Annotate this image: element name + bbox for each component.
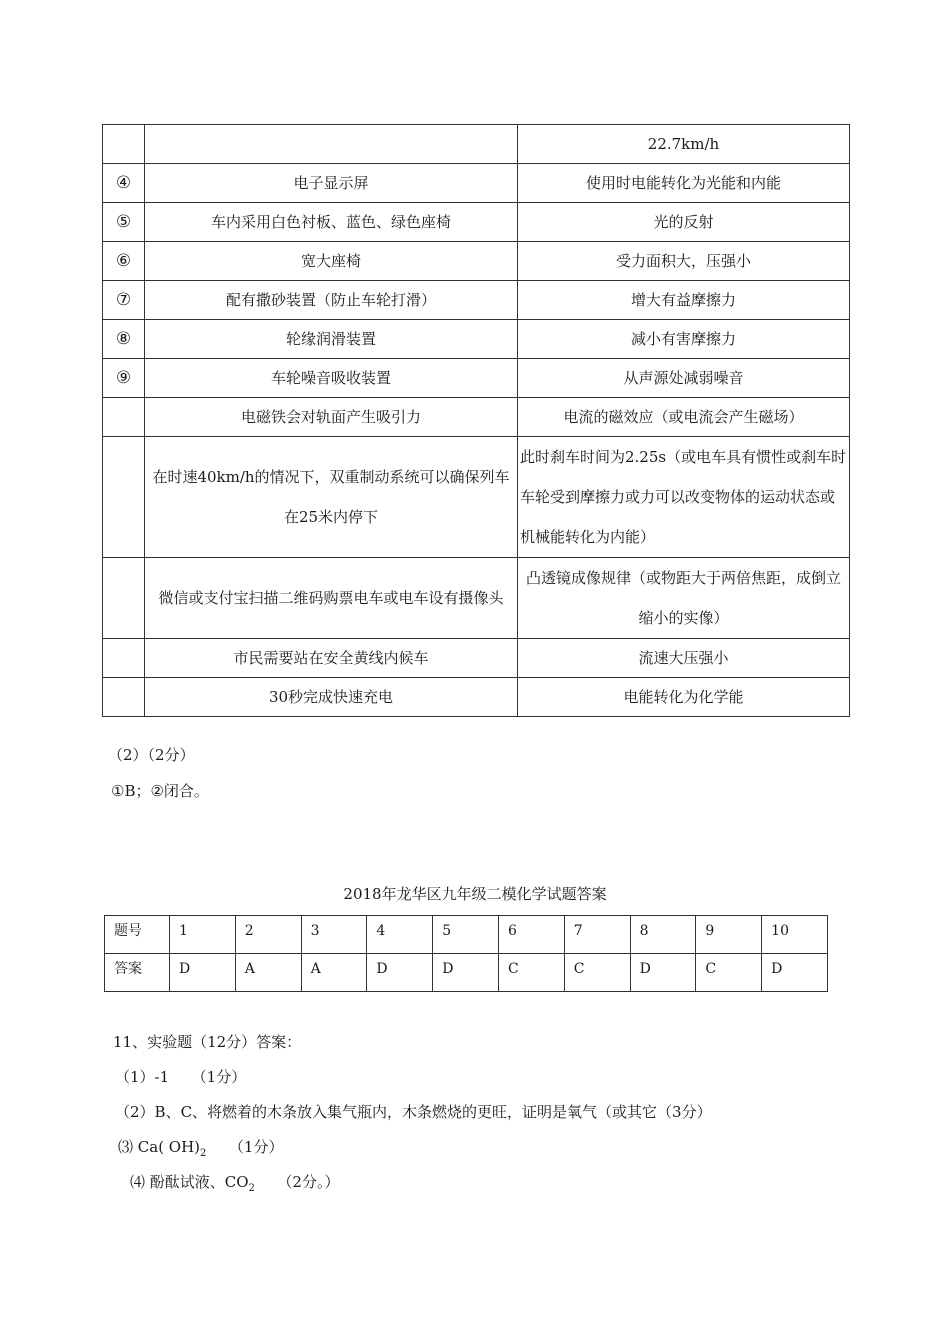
feature-cell: 车轮噪音吸收装置 [145,359,518,398]
answer-cell: A [301,954,367,992]
principle-cell: 使用时电能转化为光能和内能 [518,164,850,203]
table-row [105,916,828,954]
principle-cell: 电流的磁效应（或电流会产生磁场） [518,398,850,437]
answer-cell: D [170,954,236,992]
part2-answer: ①B；②闭合。 [111,782,209,800]
question-number: 4 [367,916,433,954]
row-number [103,558,145,639]
question-number: 8 [630,916,696,954]
q11-answer-2: （2）B、C、将燃着的木条放入集气瓶内，木条燃烧的更旺，证明是氧气（或其它（3分） [115,1103,712,1121]
q11-answer-4 [130,1171,339,1194]
feature-cell: 市民需要站在安全黄线内候车 [145,639,518,678]
row-number [103,125,145,164]
table-row [103,398,850,437]
row-number [103,437,145,558]
principle-cell: 从声源处减弱噪音 [518,359,850,398]
answer-cell: A [235,954,301,992]
table-row [103,437,850,558]
row-header-number: 题号 [105,916,170,954]
table-row [103,164,850,203]
physics-answer-table [102,124,850,717]
q11-answer-4-score: （2分。） [254,1173,340,1191]
principle-cell: 22.7km/h [518,125,850,164]
row-number [103,639,145,678]
subscript: 2 [200,1148,207,1159]
principle-cell: 增大有益摩擦力 [518,281,850,320]
answer-cell: D [367,954,433,992]
answer-cell: C [564,954,630,992]
q11-answer-1: （1）-1 （1分） [115,1068,247,1086]
feature-cell: 微信或支付宝扫描二维码购票电车或电车设有摄像头 [145,558,518,639]
principle-cell: 此时刹车时间为2.25s（或电车具有惯性或刹车时车轮受到摩擦力或力可以改变物体的运动状态或机械能转化为内能） [518,437,850,558]
answer-cell: C [498,954,564,992]
question-number: 2 [235,916,301,954]
row-number: ⑨ [103,359,145,398]
feature-cell: 电子显示屏 [145,164,518,203]
principle-cell: 凸透镜成像规律（或物距大于两倍焦距，成倒立缩小的实像） [518,558,850,639]
question-number: 7 [564,916,630,954]
table-row [103,242,850,281]
feature-cell: 车内采用白色衬板、蓝色、绿色座椅 [145,203,518,242]
principle-cell: 流速大压强小 [518,639,850,678]
answer-cell: D [630,954,696,992]
feature-cell: 30秒完成快速充电 [145,678,518,717]
q11-answer-3 [118,1136,283,1159]
table-row [103,359,850,398]
principle-cell: 电能转化为化学能 [518,678,850,717]
table-row [103,639,850,678]
feature-cell [145,125,518,164]
q11-heading: 11、实验题（12分）答案： [113,1033,302,1051]
chemistry-answer-title: 2018年龙华区九年级二模化学试题答案 [343,885,607,903]
row-header-answer: 答案 [105,954,170,992]
row-number: ⑥ [103,242,145,281]
question-number: 5 [433,916,499,954]
row-number [103,398,145,437]
table-row [103,558,850,639]
table-row [103,203,850,242]
question-number: 3 [301,916,367,954]
row-number: ④ [103,164,145,203]
table-row [103,678,850,717]
principle-cell: 受力面积大，压强小 [518,242,850,281]
q11-answer-3-score: （1分） [206,1138,284,1156]
feature-cell: 宽大座椅 [145,242,518,281]
table-row [103,320,850,359]
question-number: 6 [498,916,564,954]
feature-cell: 在时速40km/h的情况下，双重制动系统可以确保列车在25米内停下 [145,437,518,558]
q11-answer-3-text: ⑶ Ca( OH) [118,1138,201,1156]
answer-cell: C [696,954,762,992]
question-number: 9 [696,916,762,954]
table-row [105,954,828,992]
table-row [103,281,850,320]
row-number: ⑤ [103,203,145,242]
question-number: 1 [170,916,236,954]
q11-answer-4-text: ⑷ 酚酞试液、CO [130,1173,249,1191]
table-row [103,125,850,164]
principle-cell: 减小有害摩擦力 [518,320,850,359]
row-number: ⑦ [103,281,145,320]
question-number: 10 [762,916,828,954]
part2-heading: （2）（2分） [108,746,195,764]
subscript: 2 [248,1183,255,1194]
row-number [103,678,145,717]
feature-cell: 电磁铁会对轨面产生吸引力 [145,398,518,437]
feature-cell: 轮缘润滑装置 [145,320,518,359]
chemistry-answer-table [104,915,828,992]
row-number: ⑧ [103,320,145,359]
feature-cell: 配有撒砂装置（防止车轮打滑） [145,281,518,320]
answer-cell: D [762,954,828,992]
principle-cell: 光的反射 [518,203,850,242]
answer-cell: D [433,954,499,992]
